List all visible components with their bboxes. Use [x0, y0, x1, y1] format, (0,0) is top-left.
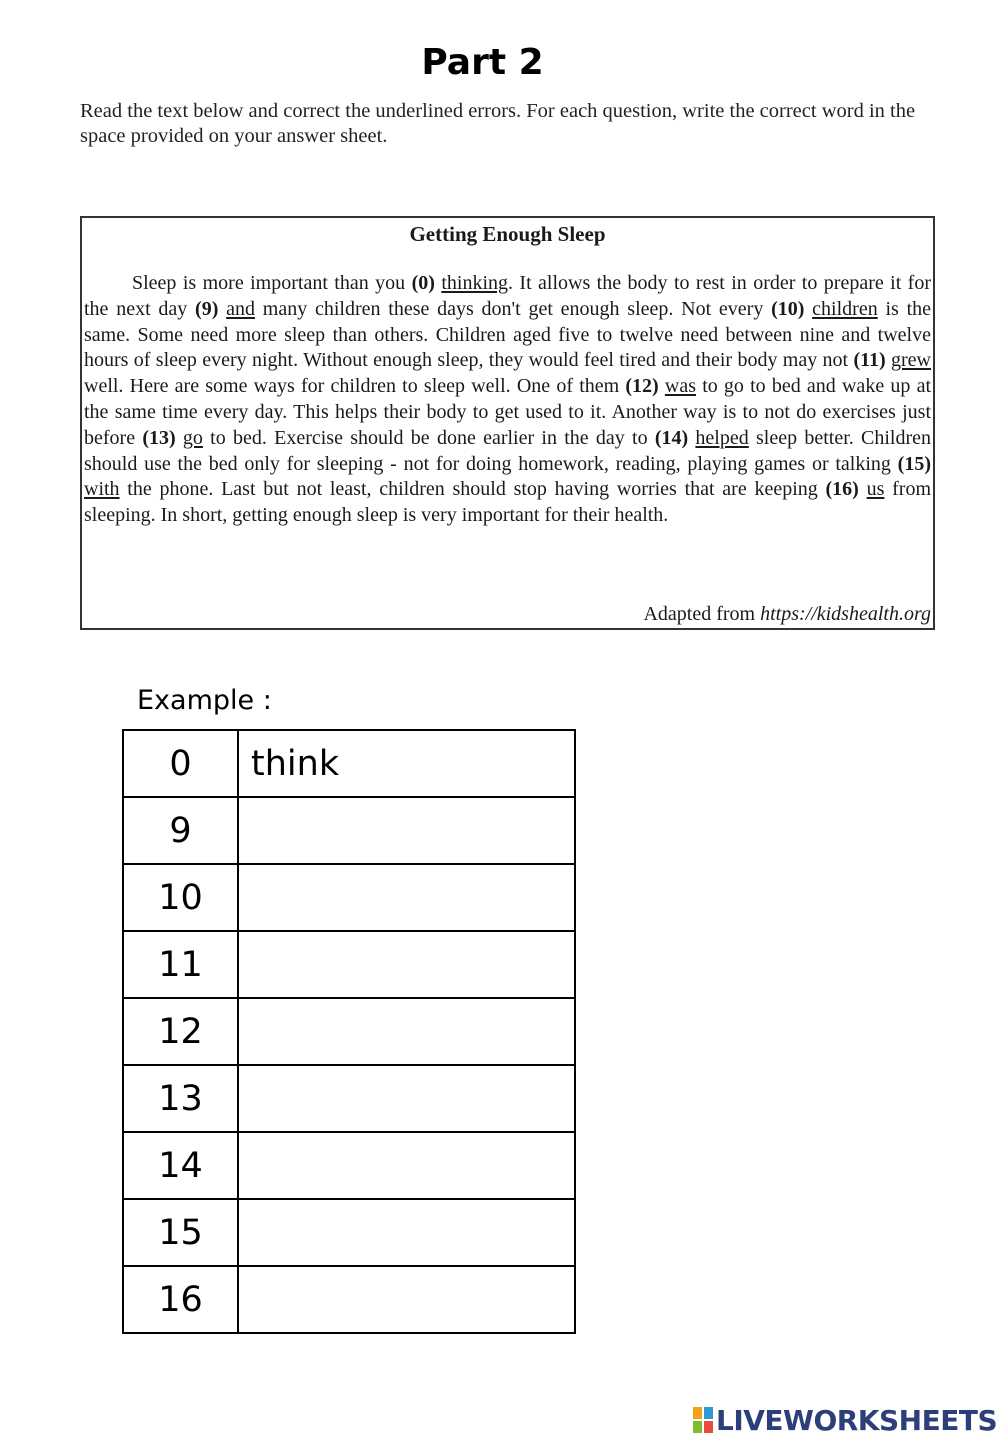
liveworksheets-logo[interactable]	[693, 1404, 997, 1436]
passage-source	[643, 601, 931, 627]
underlined-error: grew	[891, 349, 931, 372]
passage-segment: . It allows the body to rest in order to prepare it for the next day	[84, 272, 931, 320]
table-row	[123, 1132, 575, 1199]
table-row	[123, 1266, 575, 1333]
question-marker: (9)	[195, 297, 219, 320]
answer-field-13[interactable]	[238, 1065, 575, 1132]
question-marker: (13)	[142, 426, 176, 449]
question-marker: (16)	[825, 478, 859, 501]
passage-segment: is the same. Some need more sleep than others. Children aged five to twelve need between nine and twelve hours of sleep every night. Without enough sleep, they would feel tired and their body may not	[84, 297, 931, 372]
underlined-error: helped	[695, 426, 749, 449]
question-number: 11	[123, 931, 238, 998]
passage-segment: well. Here are some ways for children to sleep well. One of them	[84, 375, 626, 398]
passage-text	[84, 271, 931, 529]
passage-segment: to go to bed and wake up at the same time every day. This helps their body to get used to it. Another way is to not do exercises just before	[84, 375, 931, 449]
passage-segment: sleep better. Children should use the bed only for sleeping - not for doing homework, reading, playing games or talking	[84, 426, 932, 475]
answer-field-9[interactable]	[238, 797, 575, 864]
page-title: Part 2	[421, 42, 544, 83]
answer-field-12[interactable]	[238, 998, 575, 1065]
question-number: 0	[123, 730, 238, 797]
table-row	[123, 797, 575, 864]
question-number: 12	[123, 998, 238, 1065]
question-marker: (11)	[853, 349, 886, 372]
underlined-error: and	[226, 297, 256, 320]
underlined-error: with	[84, 478, 120, 501]
passage-title: Getting Enough Sleep	[409, 222, 606, 246]
answer-field-11[interactable]	[238, 931, 575, 998]
table-row	[123, 998, 575, 1065]
question-number: 9	[123, 797, 238, 864]
underlined-error: thinking	[441, 272, 508, 294]
passage-segment: from sleeping. In short, getting enough sleep is very important for their health.	[84, 478, 932, 527]
answer-table	[122, 729, 576, 1334]
answer-field-14[interactable]	[238, 1132, 575, 1199]
answer-field-10[interactable]	[238, 864, 575, 931]
logo-text: LIVEWORKSHEETS	[716, 1403, 998, 1437]
passage-segment: many children these days don't get enough sleep. Not every	[255, 297, 772, 320]
example-label: Example :	[137, 685, 272, 716]
question-number: 16	[123, 1266, 238, 1333]
question-marker: (14)	[654, 426, 689, 449]
question-number: 13	[123, 1065, 238, 1132]
question-number: 15	[123, 1199, 238, 1266]
table-row	[123, 1199, 575, 1266]
table-row	[123, 1065, 575, 1132]
source-url: https://kidshealth.org	[760, 603, 931, 625]
underlined-error: was	[664, 375, 696, 398]
question-marker: (0)	[411, 272, 435, 294]
answer-field-16[interactable]	[238, 1266, 575, 1333]
question-marker: (12)	[625, 375, 659, 398]
answer-cell-0: think	[238, 730, 575, 797]
table-row	[123, 730, 575, 797]
passage-segment: the phone. Last but not least, children should stop having worries that are keeping	[119, 478, 826, 501]
passage-segment: Sleep is more important than you	[132, 272, 412, 294]
answer-field-15[interactable]	[238, 1199, 575, 1266]
question-number: 10	[123, 864, 238, 931]
passage-segment	[218, 298, 226, 320]
question-marker: (10)	[771, 297, 805, 320]
underlined-error: children	[812, 297, 878, 320]
reading-passage-box	[80, 216, 935, 630]
liveworksheets-logo-icon	[693, 1407, 713, 1433]
source-prefix: Adapted from	[643, 603, 761, 625]
question-marker: (15)	[897, 452, 931, 475]
table-row	[123, 864, 575, 931]
underlined-error: go	[182, 426, 203, 449]
table-row	[123, 931, 575, 998]
instructions-text: Read the text below and correct the underlined errors. For each question, write the correct word in the space provided on your answer sheet.	[80, 100, 916, 147]
passage-segment	[804, 298, 812, 320]
passage-segment: to bed. Exercise should be done earlier in the day to	[202, 426, 655, 449]
passage-segment	[176, 427, 183, 449]
question-number: 14	[123, 1132, 238, 1199]
underlined-error: us	[866, 478, 885, 501]
passage-segment	[859, 478, 867, 500]
